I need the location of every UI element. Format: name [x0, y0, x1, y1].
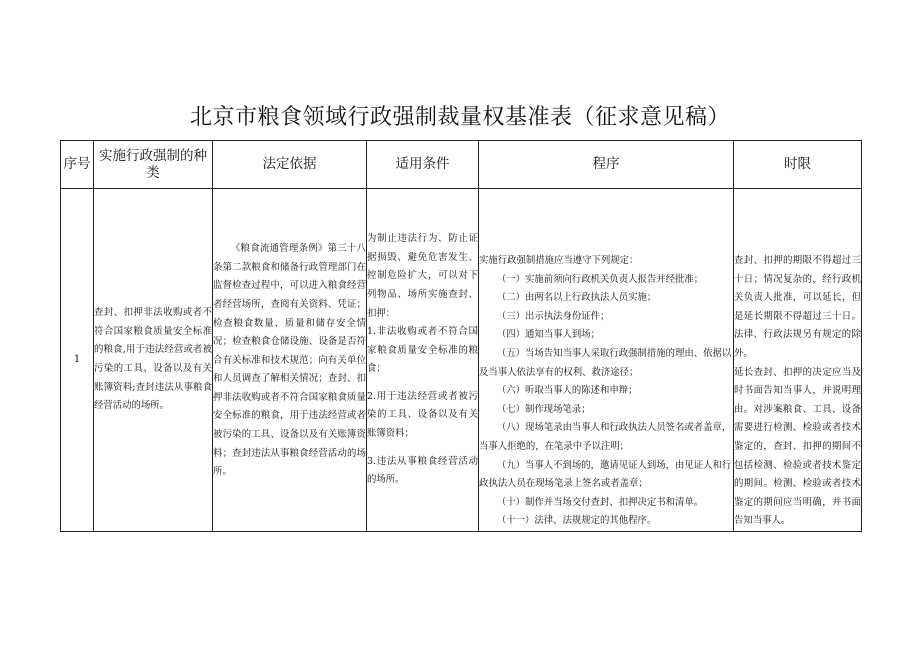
- procedure-item: （三）出示执法身份证件；: [496, 310, 610, 322]
- procedure-item: （十）制作并当场交付查封、扣押决定书和清单。: [496, 496, 704, 508]
- procedure-item: （八）现场笔录由当事人和行政执法人员签名或者盖章，当事人拒绝的，在笔录中予以注明；: [479, 422, 732, 453]
- procedure-item: （十一）法律、法规规定的其他程序。: [496, 515, 657, 527]
- basis-text: 《粮食流通管理条例》第三十八条第二款粮食和储备行政管理部门在监督检查过程中，可以进入粮食经营者经营场所，查阅有关资料、凭证；检查粮食数量、质量和储存安全情况；检查粮食仓储设施、设备是否符合有关标准和技术规范；向有关单位和人员调查了解相关情况；查封、扣押非法收购或者不符合国家粮食质量安全标准的粮食，用于违法经营或者被污染的工具、设备以及有关账簿资料；查封违法从事粮食经营活动的场所。: [213, 243, 366, 478]
- header-type: 实施行政强制的种类: [94, 141, 213, 189]
- cell-procedure: [479, 189, 734, 532]
- header-time-limit: 时限: [734, 141, 862, 189]
- cell-time-limit: [734, 189, 862, 532]
- procedure-item: （二）由两名以上行政执法人员实施；: [496, 292, 657, 304]
- procedure-item: （四）通知当事人到场；: [496, 329, 600, 341]
- document-title: 北京市粮食领域行政强制裁量权基准表（征求意见稿）: [189, 105, 730, 130]
- header-procedure: 程序: [479, 141, 734, 189]
- procedure-item: （六）听取当事人的陈述和申辩；: [496, 385, 638, 397]
- time-limit-paragraph: 查封、扣押的期限不得超过三十日；情况复杂的，经行政机关负责人批准，可以延长，但是延长期限不得超过三十日。法律、行政法规另有规定的除外。: [734, 255, 861, 360]
- conditions-intro: 为制止违法行为、防止证据损毁、避免危害发生、控制危险扩大，可以对下列物品、场所实施查封、扣押：: [367, 233, 478, 319]
- cell-conditions: [367, 189, 479, 532]
- conditions-item: 2.用于违法经营或者被污染的工具、设备以及有关账簿资料；: [367, 390, 478, 440]
- conditions-item: 3.违法从事粮食经营活动的场所。: [367, 455, 478, 486]
- header-basis: 法定依据: [213, 141, 367, 189]
- procedure-item: （一）实施前须向行政机关负责人报告并经批准；: [496, 273, 704, 285]
- procedure-item: （九）当事人不到场的，邀请见证人到场，由见证人和行政执法人员在现场笔录上签名或者盖章；: [479, 459, 732, 490]
- cell-basis: [213, 189, 367, 532]
- header-conditions: 适用条件: [367, 141, 479, 189]
- cell-seq: 1: [61, 189, 94, 532]
- conditions-item: 1.非法收购或者不符合国家粮食质量安全标准的粮食；: [367, 326, 478, 375]
- header-seq: 序号: [61, 141, 94, 189]
- discretion-standard-table: [60, 140, 862, 532]
- procedure-item: （七）制作现场笔录；: [496, 403, 591, 415]
- time-limit-paragraph: 延长查封、扣押的决定应当及时书面告知当事人，并说明理由。对涉案粮食、工具、设备需要进行检测、检验或者技术鉴定的，查封、扣押的期间不包括检测、检验或者技术鉴定的期间。检测、检验或者技术鉴定的期间应当明确，并书面告知当事人。: [734, 366, 861, 527]
- table-header-row: [61, 141, 862, 189]
- cell-type: 查封、扣押非法收购或者不符合国家粮食质量安全标准的粮食,用于违法经营或者被污染的工具、设备以及有关账簿资料;查封违法从事粮食经营活动的场所。: [94, 189, 213, 532]
- procedure-item: （五）当场告知当事人采取行政强制措施的理由、依据以及当事人依法享有的权利、救济途径；: [479, 348, 732, 378]
- table-row: [61, 189, 862, 532]
- procedure-intro: 实施行政强制措施应当遵守下列规定：: [479, 255, 639, 267]
